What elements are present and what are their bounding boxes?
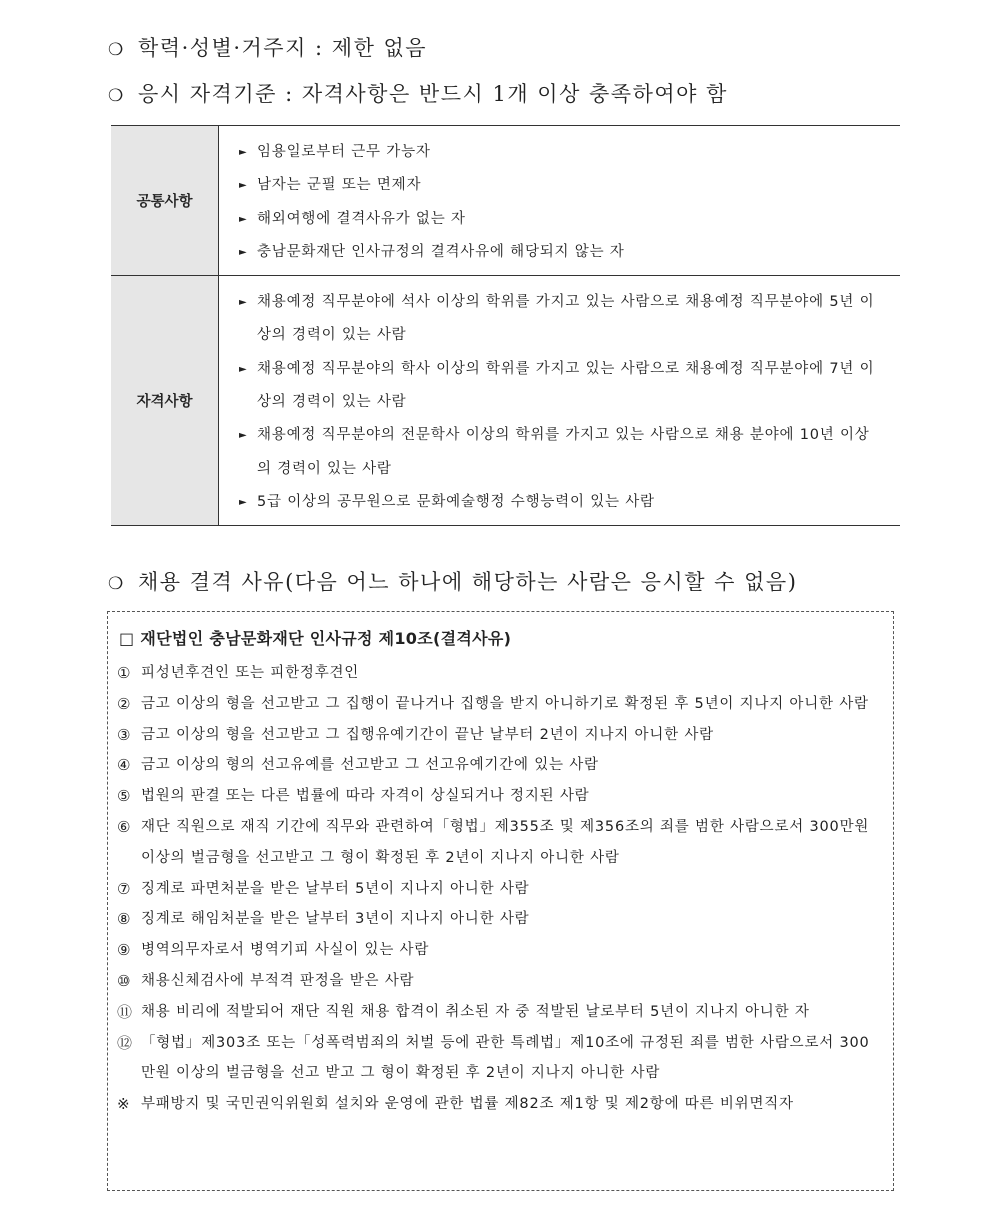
list-item: ※ 부패방지 및 국민권익위원회 설치와 운영에 관한 법률 제82조 제1항 및 제2항에 따른 비위면직자 xyxy=(117,1089,883,1120)
triangle-bullet-icon: ► xyxy=(239,246,247,258)
disqualification-box xyxy=(107,611,894,1191)
circle-bullet-icon: ❍ xyxy=(108,40,125,60)
item-number: ⑤ xyxy=(117,787,132,806)
circle-bullet-icon: ❍ xyxy=(108,86,125,106)
list-item: ⑨ 병역의무자로서 병역기피 사실이 있는 사람 xyxy=(117,935,883,966)
item-number: ⑦ xyxy=(117,879,132,898)
triangle-bullet-icon: ► xyxy=(239,430,247,442)
disqualification-title: □ 재단법인 충남문화재단 인사규정 제10조(결격사유) xyxy=(119,629,512,648)
square-bullet-icon: □ xyxy=(119,629,135,648)
item-number: ⑫ xyxy=(117,1033,133,1052)
qualification-items xyxy=(219,276,901,526)
list-item: ⑧ 징계로 해임처분을 받은 날부터 3년이 지나지 아니한 사람 xyxy=(117,904,883,935)
list-item: ① 피성년후견인 또는 피한정후견인 xyxy=(117,658,883,689)
list-item: ► 남자는 군필 또는 면제자 xyxy=(237,169,880,202)
list-item: ► 5급 이상의 공무원으로 문화예술행정 수행능력이 있는 사람 xyxy=(237,486,880,519)
note-mark: ※ xyxy=(117,1095,131,1114)
list-item: ► 채용예정 직무분야에 석사 이상의 학위를 가지고 있는 사람으로 채용예정 직무분야에 5년 이상의 경력이 있는 사람 xyxy=(237,286,880,353)
list-item: ► 충남문화재단 인사규정의 결격사유에 해당되지 않는 자 xyxy=(237,236,880,269)
item-number: ⑩ xyxy=(117,971,132,990)
triangle-bullet-icon: ► xyxy=(239,496,247,508)
list-item: ③ 금고 이상의 형을 선고받고 그 집행유예기간이 끝난 날부터 2년이 지나지 아니한 사람 xyxy=(117,720,883,751)
item-number: ⑥ xyxy=(117,817,132,836)
item-number: ⑪ xyxy=(117,1002,133,1021)
list-item: ► 채용예정 직무분야의 학사 이상의 학위를 가지고 있는 사람으로 채용예정 직무분야에 7년 이상의 경력이 있는 사람 xyxy=(237,353,880,420)
heading-text: 응시 자격기준 : 자격사항은 반드시 1개 이상 충족하여야 함 xyxy=(138,82,728,106)
triangle-bullet-icon: ► xyxy=(239,147,247,158)
item-number: ② xyxy=(117,694,132,713)
list-item: ⑪ 채용 비리에 적발되어 재단 직원 채용 합격이 취소된 자 중 적발된 날로부터 5년이 지나지 아니한 자 xyxy=(117,997,883,1028)
list-item: ► 해외여행에 결격사유가 없는 자 xyxy=(237,203,880,236)
heading-text: 채용 결격 사유(다음 어느 하나에 해당하는 사람은 응시할 수 없음) xyxy=(138,570,798,594)
list-item: ⑥ 재단 직원으로 재직 기간에 직무와 관련하여「형법」제355조 및 제356조의 죄를 범한 사람으로서 300만원 이상의 벌금형을 선고받고 그 형이 확정된 후 2년이 지나지 아니한 사람 xyxy=(117,812,883,874)
list-item: ⑩ 채용신체검사에 부적격 판정을 받은 사람 xyxy=(117,966,883,997)
circle-bullet-icon: ❍ xyxy=(108,574,125,594)
qualification-label: 자격사항 xyxy=(111,276,219,526)
list-item: ② 금고 이상의 형을 선고받고 그 집행이 끝나거나 집행을 받지 아니하기로 확정된 후 5년이 지나지 아니한 사람 xyxy=(117,689,883,720)
item-number: ⑧ xyxy=(117,910,132,929)
table-row-common xyxy=(111,126,900,276)
item-number: ③ xyxy=(117,725,132,744)
triangle-bullet-icon: ► xyxy=(239,213,247,225)
triangle-bullet-icon: ► xyxy=(239,297,247,309)
heading-disqualification xyxy=(108,566,797,596)
list-item: ► 채용예정 직무분야의 전문학사 이상의 학위를 가지고 있는 사람으로 채용 분야에 10년 이상의 경력이 있는 사람 xyxy=(237,419,880,486)
list-item: ⑤ 법원의 판결 또는 다른 법률에 따라 자격이 상실되거나 정지된 사람 xyxy=(117,781,883,812)
item-number: ⑨ xyxy=(117,941,132,960)
item-number: ① xyxy=(117,664,132,682)
triangle-bullet-icon: ► xyxy=(239,180,247,192)
disqualification-list xyxy=(117,658,883,1120)
eligibility-table xyxy=(111,125,900,526)
item-number: ④ xyxy=(117,756,132,775)
list-item: ⑦ 징계로 파면처분을 받은 날부터 5년이 지나지 아니한 사람 xyxy=(117,874,883,905)
list-item: ④ 금고 이상의 형의 선고유예를 선고받고 그 선고유예기간에 있는 사람 xyxy=(117,750,883,781)
list-item: ► 임용일로부터 근무 가능자 xyxy=(237,136,880,169)
heading-education-gender-residence xyxy=(108,32,427,62)
heading-text: 학력·성별·거주지 : 제한 없음 xyxy=(138,36,428,60)
common-label: 공통사항 xyxy=(111,126,219,276)
table-row-qualification xyxy=(111,276,900,526)
triangle-bullet-icon: ► xyxy=(239,363,247,375)
heading-eligibility xyxy=(108,78,728,108)
list-item: ⑫ 「형법」제303조 또는「성폭력범죄의 처벌 등에 관한 특례법」제10조에 규정된 죄를 범한 사람으로서 300만원 이상의 벌금형을 선고 받고 그 형이 확정된 후 2년이 지나지 아니한 사람 xyxy=(117,1028,883,1090)
common-items xyxy=(219,126,901,276)
